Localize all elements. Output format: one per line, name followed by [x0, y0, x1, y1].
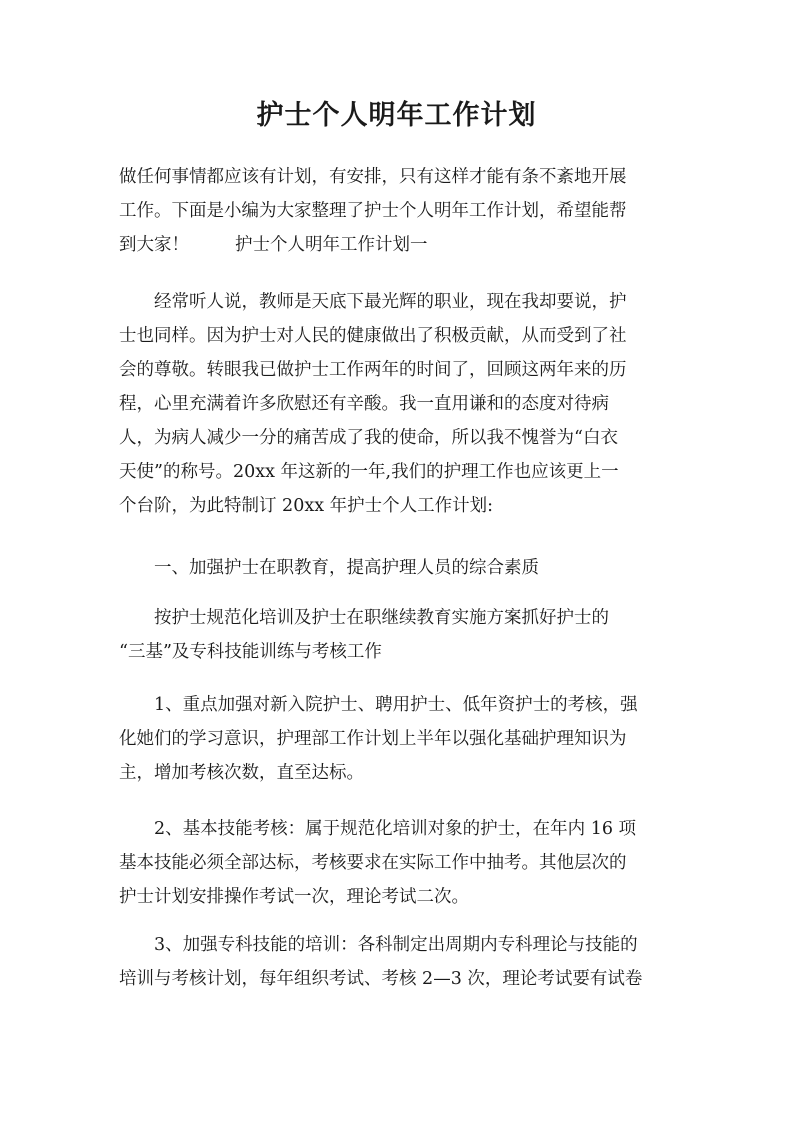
paragraph-line: 天使”的称号。20xx 年这新的一年,我们的护理工作也应该更上一 [119, 462, 619, 482]
paragraph-line [119, 228, 675, 262]
paragraph-line: 1、重点加强对新入院护士、聘用护士、低年资护士的考核，强 [119, 695, 638, 715]
paragraph-line: 程，心里充满着许多欣慰还有辛酸。我一直用谦和的态度对待病 [119, 394, 609, 414]
intro-closing-text: 到大家！ [119, 235, 189, 255]
paragraph-line: “三基”及专科技能训练与考核工作 [119, 642, 382, 662]
paragraph-line: 经常听人说，教师是天底下最光辉的职业，现在我却要说，护 [119, 292, 627, 312]
paragraph-line: 化她们的学习意识，护理部工作计划上半年以强化基础护理知识为 [119, 729, 627, 749]
paragraph-line: 会的尊敬。转眼我已做护士工作两年的时间了，回顾这两年来的历 [119, 360, 627, 380]
paragraph-line: 基本技能必须全部达标，考核要求在实际工作中抽考。其他层次的 [119, 853, 627, 873]
paragraph-line: 人，为病人减少一分的痛苦成了我的使命，所以我不愧誉为“白衣 [119, 428, 618, 448]
paragraph-line: 主，增加考核次数，直至达标。 [119, 763, 364, 783]
paragraph-line: 个台阶，为此特制订 20xx 年护士个人工作计划: [119, 496, 494, 516]
document-title: 护士个人明年工作计划 [256, 100, 537, 131]
paragraph-line: 按护士规范化培训及护士在职继续教育实施方案抓好护士的 [119, 608, 609, 628]
paragraph-line: 培训与考核计划，每年组织考试、考核 2—3 次，理论考试要有试卷 [119, 969, 643, 989]
paragraph-line: 2、基本技能考核：属于规范化培训对象的护士，在年内 16 项 [119, 819, 637, 839]
paragraph-3 [119, 688, 675, 790]
paragraph-line: 士也同样。因为护士对人民的健康做出了积极贡献，从而受到了社 [119, 326, 627, 346]
heading-1 [119, 551, 675, 585]
paragraph-line: 护士计划安排操作考试一次，理论考试二次。 [119, 887, 469, 907]
paragraph-5 [119, 928, 675, 996]
paragraph-line: 3、加强专科技能的培训：各科制定出周期内专科理论与技能的 [119, 935, 638, 955]
paragraph-line: 工作。下面是小编为大家整理了护士个人明年工作计划，希望能帮 [119, 201, 627, 221]
intro-paragraph [119, 160, 675, 262]
paragraph-2 [119, 601, 675, 669]
paragraph-line: 做任何事情都应该有计划，有安排，只有这样才能有条不紊地开展 [119, 167, 627, 187]
paragraph-1 [119, 285, 675, 523]
section-subtitle: 护士个人明年工作计划一 [235, 235, 428, 255]
section-heading: 一、加强护士在职教育，提高护理人员的综合素质 [119, 558, 539, 578]
paragraph-4 [119, 812, 675, 914]
